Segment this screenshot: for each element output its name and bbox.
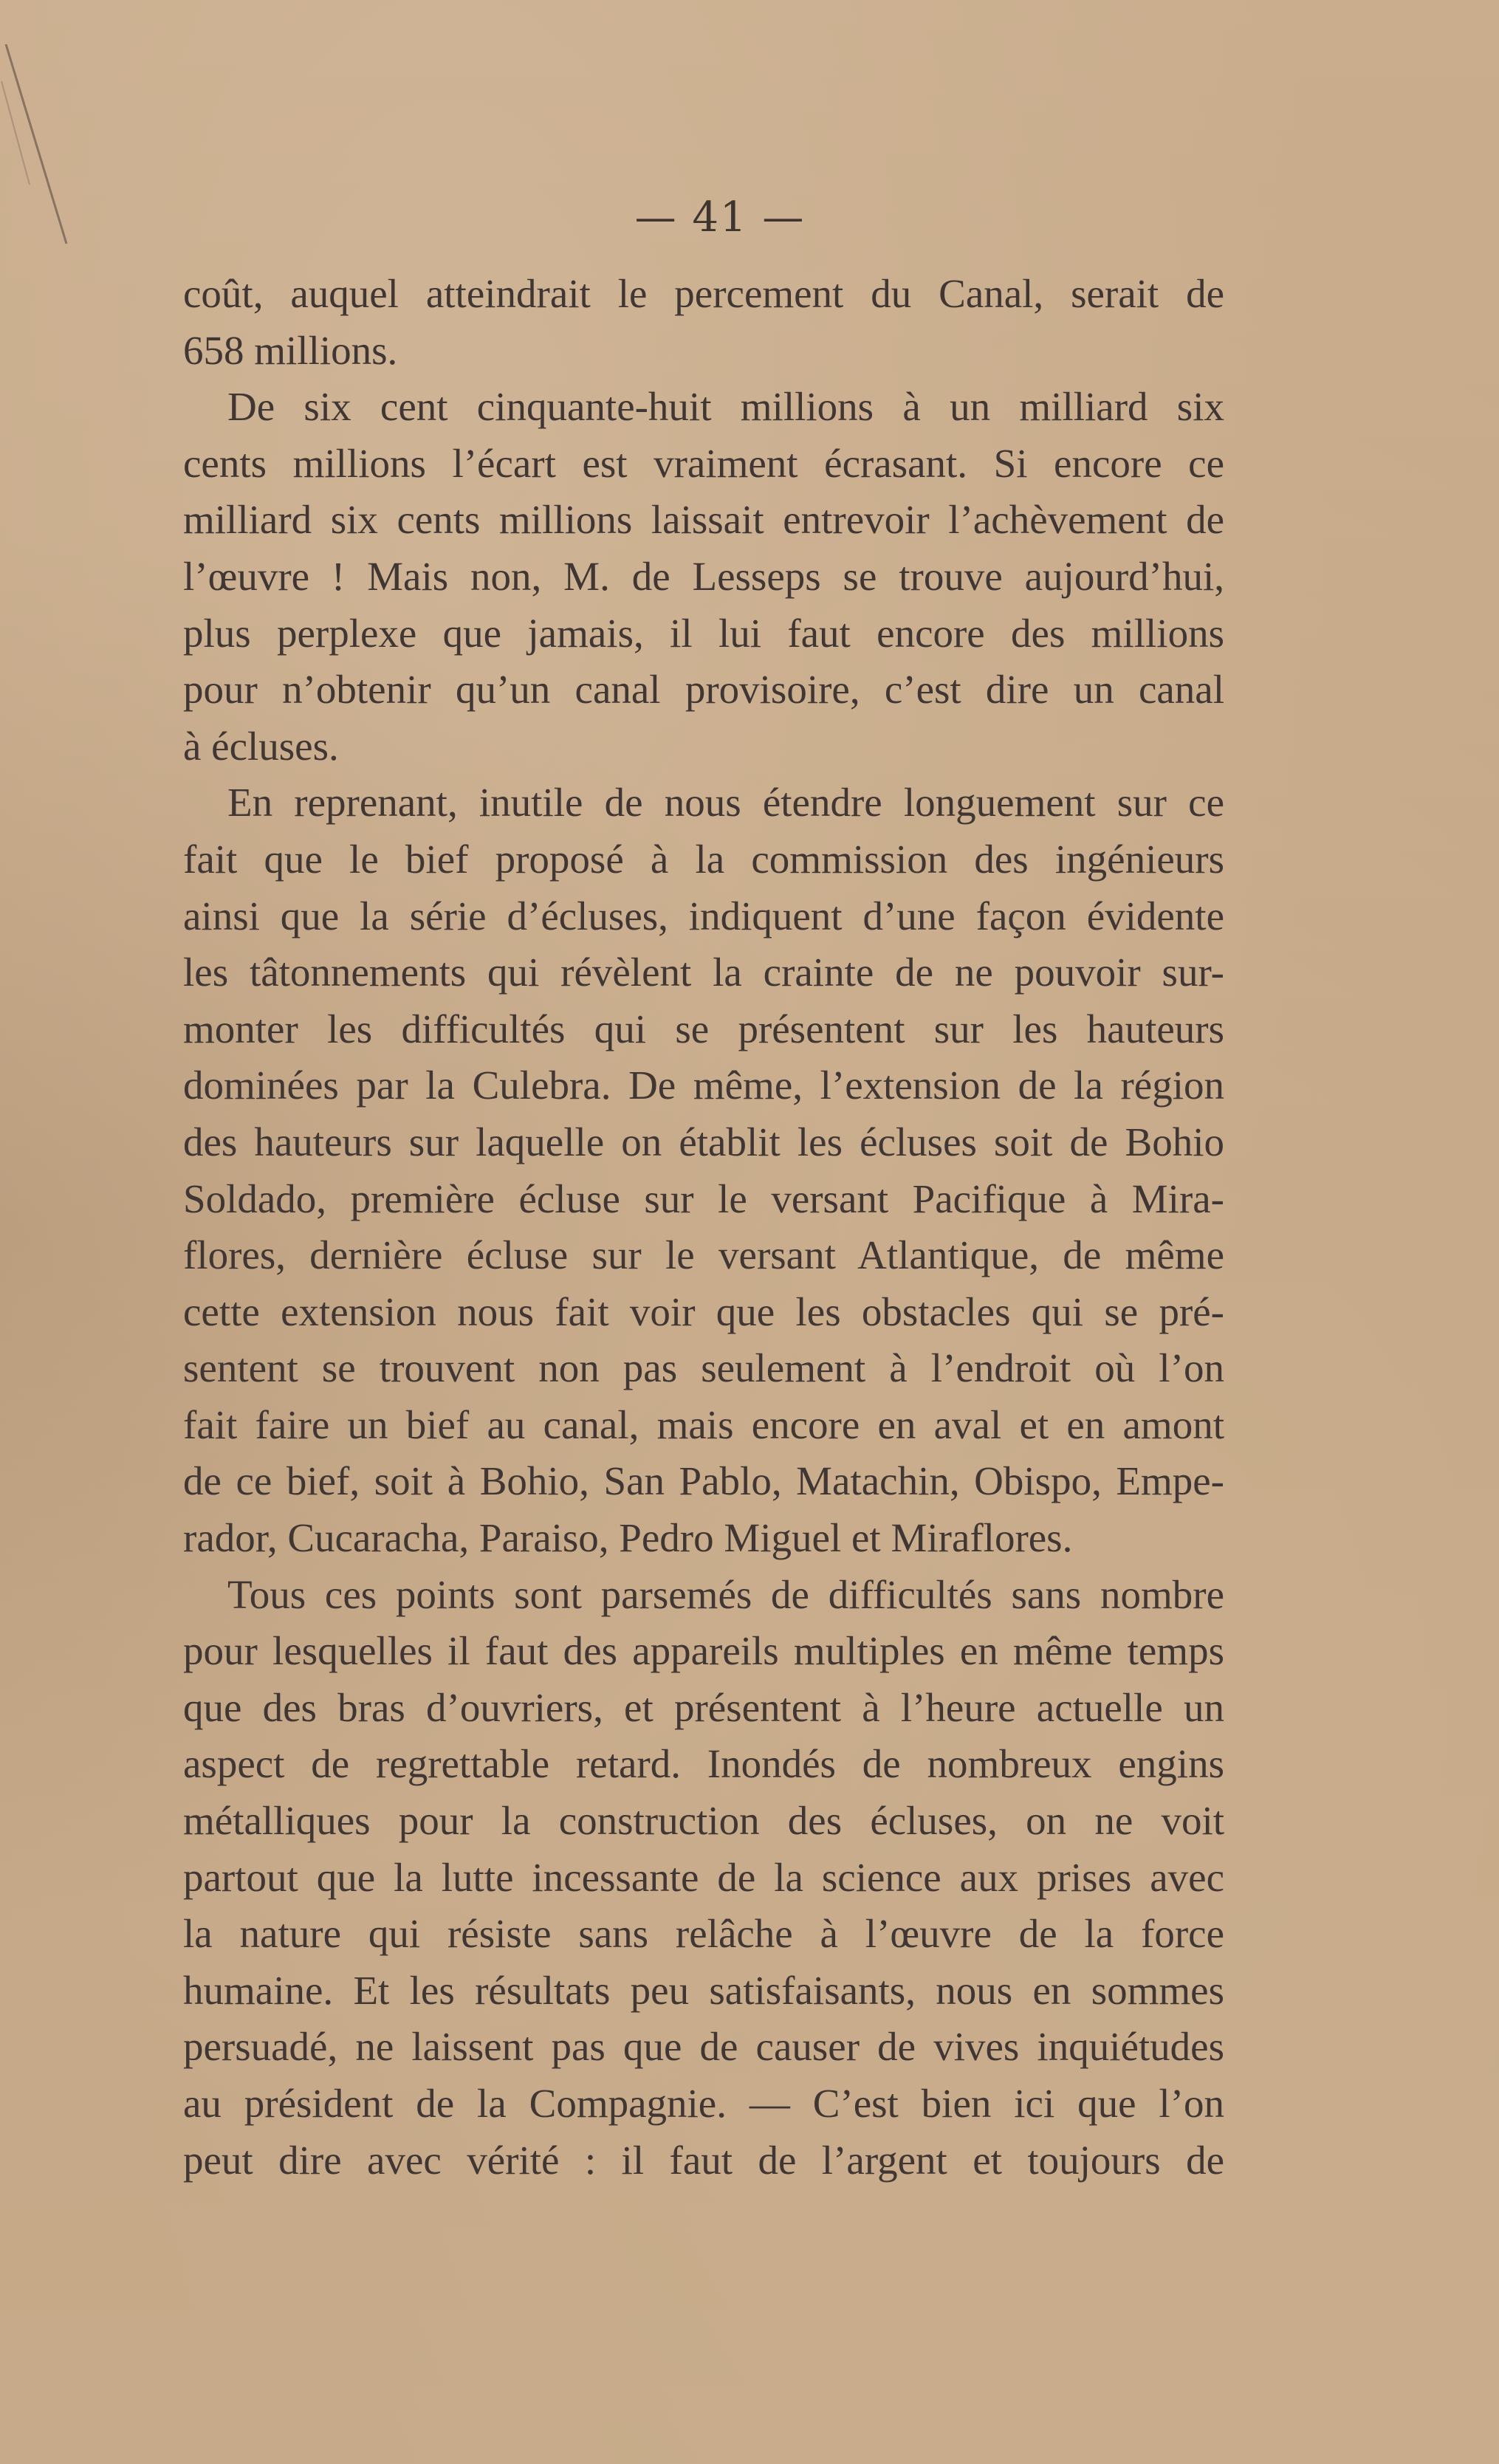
body-text bbox=[183, 266, 1224, 2189]
text-line: plus perplexe que jamais, il lui faut encore des millions bbox=[183, 610, 1224, 656]
text-line: flores, dernière écluse sur le versant Atlantique, de même bbox=[183, 1232, 1224, 1278]
text-line: coût, auquel atteindrait le percement du Canal, serait de bbox=[183, 271, 1224, 316]
text-line: peut dire avec vérité : il faut de l’argent et toujours de bbox=[183, 2137, 1224, 2183]
text-line: De six cent cinquante-huit millions à un milliard six bbox=[227, 384, 1224, 430]
text-line: des hauteurs sur laquelle on établit les écluses soit de Bohio bbox=[183, 1119, 1224, 1164]
text-line: ainsi que la série d’écluses, indiquent d’une façon évidente bbox=[183, 893, 1224, 938]
text-line: Tous ces points sont parsemés de difficultés sans nombre bbox=[227, 1571, 1224, 1617]
text-line: milliard six cents millions laissait entrevoir l’achèvement de bbox=[183, 497, 1224, 543]
text-line: à écluses. bbox=[183, 723, 339, 769]
text-line: pour lesquelles il faut des appareils multiples en même temps bbox=[183, 1628, 1224, 1674]
text-line: de ce bief, soit à Bohio, San Pablo, Matachin, Obispo, Empe- bbox=[183, 1458, 1224, 1504]
page-number: — 41 — bbox=[634, 193, 806, 241]
text-line: la nature qui résiste sans relâche à l’œuvre de la force bbox=[183, 1911, 1224, 1957]
text-line: cents millions l’écart est vraiment écrasant. Si encore ce bbox=[183, 440, 1224, 486]
text-line: les tâtonnements qui révèlent la crainte de ne pouvoir sur- bbox=[183, 950, 1224, 995]
text-line: humaine. Et les résultats peu satisfaisants, nous en sommes bbox=[183, 1967, 1224, 2013]
text-line: fait faire un bief au canal, mais encore en aval et en amont bbox=[183, 1401, 1224, 1447]
text-line: fait que le bief proposé à la commission des ingénieurs bbox=[183, 836, 1224, 882]
text-line: au président de la Compagnie. — C’est bien ici que l’on bbox=[183, 2081, 1224, 2126]
text-line: monter les difficultés qui se présentent sur les hauteurs bbox=[183, 1006, 1224, 1051]
text-line: cette extension nous fait voir que les obstacles qui se pré- bbox=[183, 1288, 1224, 1334]
text-line: que des bras d’ouvriers, et présentent à l’heure actuelle un bbox=[183, 1684, 1224, 1730]
text-line: rador, Cucaracha, Paraiso, Pedro Miguel et Miraflores. bbox=[183, 1515, 1073, 1561]
text-line: persuadé, ne laissent pas que de causer de vives inquiétudes bbox=[183, 2024, 1224, 2070]
text-line: pour n’obtenir qu’un canal provisoire, c’est dire un canal bbox=[183, 667, 1224, 713]
text-line: l’œuvre ! Mais non, M. de Lesseps se trouve aujourd’hui, bbox=[183, 553, 1224, 599]
text-line: partout que la lutte incessante de la science aux prises avec bbox=[183, 1854, 1224, 1900]
text-line: sentent se trouvent non pas seulement à l’endroit où l’on bbox=[183, 1345, 1224, 1391]
text-line: aspect de regrettable retard. Inondés de nombreux engins bbox=[183, 1741, 1224, 1787]
text-line: métalliques pour la construction des écluses, on ne voit bbox=[183, 1798, 1224, 1844]
text-line: dominées par la Culebra. De même, l’extension de la région bbox=[183, 1063, 1224, 1108]
text-line: En reprenant, inutile de nous étendre longuement sur ce bbox=[227, 780, 1224, 826]
text-line: 658 millions. bbox=[183, 327, 398, 373]
text-line: Soldado, première écluse sur le versant Pacifique à Mira- bbox=[183, 1176, 1224, 1221]
